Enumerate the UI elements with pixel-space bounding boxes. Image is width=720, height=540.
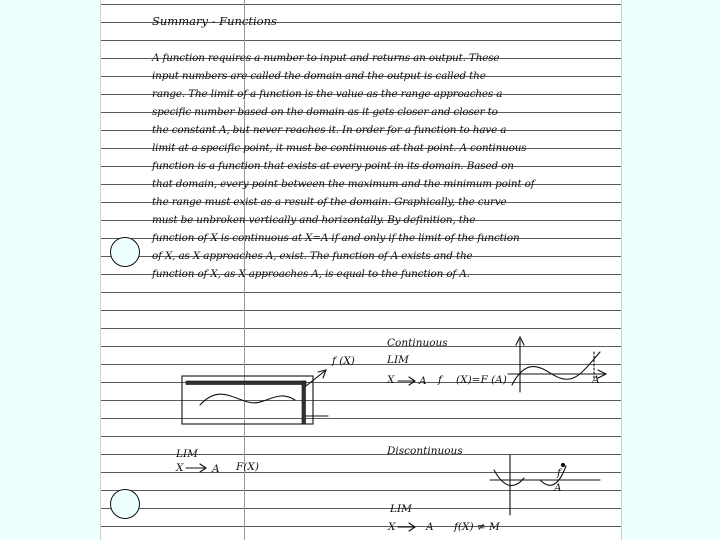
body-line: the constant A, but never reaches it. In order for a function to have a bbox=[152, 124, 507, 136]
continuous-expr: (X)=F (A) bbox=[456, 374, 507, 386]
binder-hole-top bbox=[110, 237, 140, 267]
discontinuous-expr: f(X) ≠ M bbox=[454, 521, 500, 533]
body-line: of X, as X approaches A, exist. The function of A exists and the bbox=[152, 250, 473, 262]
continuous-f: f bbox=[438, 374, 442, 386]
body-line: limit at a specific point, it must be continuous at that point. A continuous bbox=[152, 142, 527, 154]
left-lim-a: A bbox=[212, 463, 220, 475]
body-line: A function requires a number to input and returns an output. These bbox=[152, 52, 500, 64]
discontinuous-lim-a: A bbox=[426, 521, 434, 533]
continuous-lim-a: A bbox=[419, 375, 427, 387]
left-lim-x: X bbox=[176, 462, 184, 474]
continuous-graph-a: A bbox=[592, 374, 600, 386]
fx-label: f (X) bbox=[332, 355, 355, 367]
left-lim-fx: F(X) bbox=[236, 461, 259, 473]
discontinuous-lim-x: X bbox=[388, 521, 396, 533]
discontinuous-title: Discontinuous bbox=[387, 445, 463, 457]
body-line: function of X is continuous at X=A if and only if the limit of the function bbox=[152, 232, 520, 244]
page-title: Summary - Functions bbox=[152, 14, 277, 28]
continuous-lim-label: LIM bbox=[387, 354, 409, 366]
body-line: function of X, as X approaches A, is equal to the function of A. bbox=[152, 268, 470, 280]
binder-hole-bottom bbox=[110, 489, 140, 519]
body-line: function is a function that exists at every point in its domain. Based on bbox=[152, 160, 514, 172]
body-line: specific number based on the domain as it gets closer and closer to bbox=[152, 106, 498, 118]
discontinuous-lim-label: LIM bbox=[390, 503, 412, 515]
discontinuous-graph-a: A bbox=[554, 482, 562, 494]
continuous-title: Continuous bbox=[387, 337, 448, 349]
body-line: input numbers are called the domain and the output is called the bbox=[152, 70, 486, 82]
body-line: must be unbroken vertically and horizontally. By definition, the bbox=[152, 214, 476, 226]
body-line: that domain, every point between the maximum and the minimum point of bbox=[152, 178, 535, 190]
left-lim-label: LIM bbox=[176, 448, 198, 460]
discontinuous-graph-f: f bbox=[557, 467, 561, 479]
body-line: range. The limit of a function is the value as the range approaches a bbox=[152, 88, 503, 100]
continuous-lim-x: X bbox=[387, 374, 395, 386]
body-line: the range must exist as a result of the domain. Graphically, the curve bbox=[152, 196, 507, 208]
